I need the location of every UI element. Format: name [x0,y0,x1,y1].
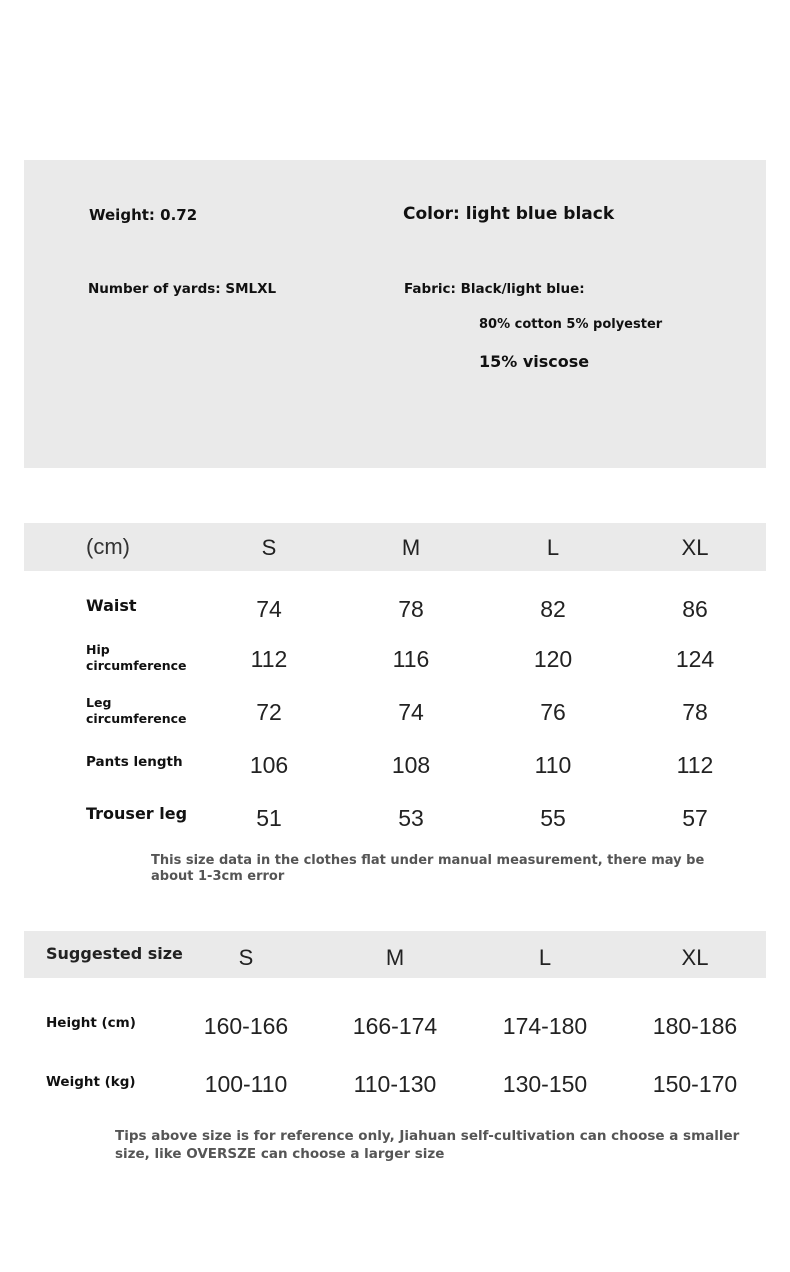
size-col-header: S [238,945,254,970]
measurement-note-line-1: This size data in the clothes flat under manual measurement, there may be [151,853,705,868]
size-col-header: L [546,535,560,560]
weight-spec: Weight: 0.72 [89,206,198,224]
row-label: Height (cm) [46,1015,136,1031]
table-cell: 120 [533,646,573,672]
table-cell: 72 [256,699,282,725]
row-label-line-2: circumference [86,658,187,673]
table-cell: 57 [682,805,708,831]
fabric-composition-line-1: 80% cotton 5% polyester [479,317,663,332]
row-label: Waist [86,596,137,615]
size-col-header: XL [681,945,709,970]
row-label [86,695,187,727]
size-col-header: XL [681,535,709,560]
table-cell: 74 [398,699,424,725]
table-cell: 51 [256,805,282,831]
table-cell: 166-174 [352,1013,438,1039]
row-label-line-1: Leg [86,695,112,710]
table-cell: 160-166 [203,1013,289,1039]
row-label: Weight (kg) [46,1074,136,1090]
row-label: Pants length [86,754,183,770]
table-cell: 110 [534,752,572,778]
row-label: Trouser leg [86,804,188,823]
yards-spec: Number of yards: SMLXL [88,281,277,297]
product-info-panel [24,160,766,468]
table-cell: 100-110 [204,1071,288,1097]
size-col-header: M [401,535,421,560]
row-label-line-2: circumference [86,711,187,726]
table-cell: 106 [249,752,289,778]
size-tip-note [115,1127,739,1163]
table-cell: 76 [540,699,566,725]
size-tip-line-2: size, like OVERSZE can choose a larger size [115,1146,445,1162]
table-cell: 130-150 [502,1071,588,1097]
fabric-composition-line-2: 15% viscose [479,352,590,371]
measurement-note-line-2: about 1-3cm error [151,869,285,884]
table-cell: 112 [250,646,288,672]
size-col-header: S [261,535,277,560]
size-table-header [24,523,766,571]
table-cell: 78 [682,699,708,725]
table-cell: 112 [676,752,714,778]
table-cell: 86 [682,596,708,622]
table-cell: 74 [256,596,282,622]
unit-label: (cm) [86,534,130,559]
table-cell: 55 [540,805,566,831]
table-cell: 124 [675,646,715,672]
suggested-size-title: Suggested size [46,944,183,963]
row-label [86,642,187,674]
table-cell: 116 [392,646,430,672]
measurement-note [151,853,704,885]
table-cell: 150-170 [652,1071,738,1097]
table-cell: 180-186 [652,1013,738,1039]
size-tip-line-1: Tips above size is for reference only, Jiahuan self-cultivation can choose a smaller [115,1128,740,1144]
row-label-line-1: Hip [86,642,110,657]
table-cell: 53 [398,805,424,831]
fabric-spec: Fabric: Black/light blue: [404,281,585,297]
table-cell: 174-180 [502,1013,588,1039]
table-cell: 82 [540,596,566,622]
size-col-header: L [538,945,552,970]
table-cell: 110-130 [353,1071,437,1097]
size-col-header: M [385,945,405,970]
color-spec: Color: light blue black [403,204,615,224]
table-cell: 78 [398,596,424,622]
table-cell: 108 [391,752,431,778]
